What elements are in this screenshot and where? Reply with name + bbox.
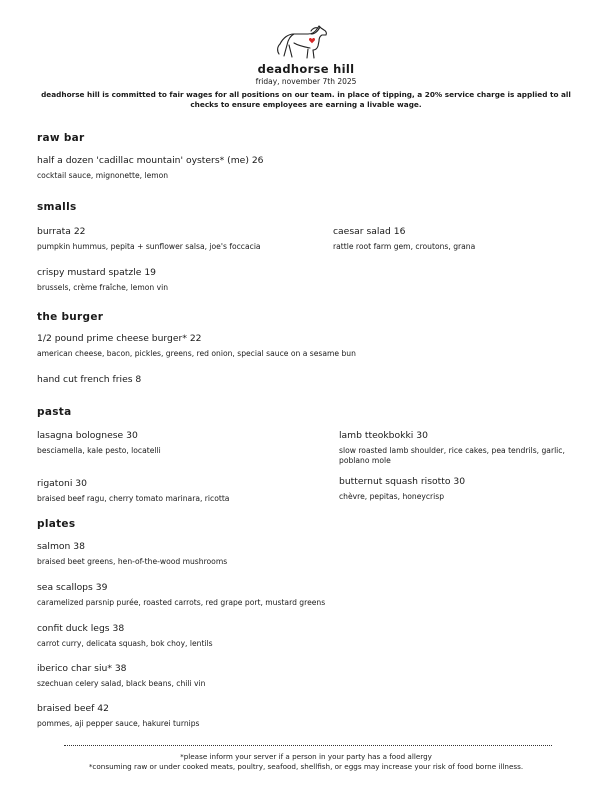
section-title-plates: plates (37, 518, 76, 530)
menu-item (37, 374, 141, 385)
menu-item-description: pommes, aji pepper sauce, hakurei turnips (37, 719, 200, 728)
menu-item (37, 623, 213, 649)
horse-heart-logo-icon (274, 22, 338, 62)
menu-item-name: lasagna bolognese 30 (37, 430, 138, 441)
footer-divider (64, 745, 552, 746)
menu-item-description: brussels, crème fraîche, lemon vin (37, 283, 169, 292)
menu-item (37, 478, 229, 504)
menu-item-description: slow roasted lamb shoulder, rice cakes, pea tendrils, garlic, poblano mole (339, 446, 565, 465)
menu-item-name: iberico char siu* 38 (37, 663, 127, 674)
menu-item-name: crispy mustard spatzle 19 (37, 267, 157, 278)
raw-food-warning: *consuming raw or under cooked meats, poultry, seafood, shellfish, or eggs may increase your risk of food borne illness. (88, 762, 524, 771)
menu-item (339, 430, 597, 465)
menu-item-description: american cheese, bacon, pickles, greens, red onion, special sauce on a sesame bun (37, 349, 356, 358)
menu-footer (0, 752, 612, 772)
menu-header (0, 22, 612, 109)
menu-item-description: cocktail sauce, mignonette, lemon (37, 171, 169, 180)
menu-date: friday, november 7th 2025 (255, 77, 357, 86)
menu-item-name: confit duck legs 38 (37, 623, 125, 634)
menu-item-description: rattle root farm gem, croutons, grana (333, 242, 476, 251)
menu-item-name: rigatoni 30 (37, 478, 88, 489)
menu-item-description: pumpkin hummus, pepita + sunflower salsa, joe's foccacia (37, 242, 261, 251)
menu-item-description: braised beef ragu, cherry tomato marinara, ricotta (37, 494, 230, 503)
menu-item-name: hand cut french fries 8 (37, 374, 142, 385)
menu-item-name: burrata 22 (37, 226, 86, 237)
menu-item-description: carrot curry, delicata squash, bok choy, lentils (37, 639, 213, 648)
menu-item (37, 703, 200, 729)
menu-item-description: szechuan celery salad, black beans, chili vin (37, 679, 206, 688)
menu-item-description: braised beet greens, hen-of-the-wood mushrooms (37, 557, 228, 566)
menu-item (339, 476, 465, 502)
menu-item-name: braised beef 42 (37, 703, 109, 714)
section-title-pasta: pasta (37, 406, 72, 418)
menu-item-name: butternut squash risotto 30 (339, 476, 466, 487)
menu-item-name: salmon 38 (37, 541, 85, 552)
menu-item (37, 267, 168, 293)
menu-item-description: caramelized parsnip purée, roasted carrots, red grape port, mustard greens (37, 598, 326, 607)
menu-item (333, 226, 475, 252)
menu-item-description: chèvre, pepitas, honeycrisp (339, 492, 445, 501)
section-title-raw-bar: raw bar (37, 132, 85, 144)
section-title-the-burger: the burger (37, 311, 104, 323)
restaurant-name: deadhorse hill (257, 62, 355, 76)
menu-item (37, 582, 325, 608)
menu-item-description: besciamella, kale pesto, locatelli (37, 446, 161, 455)
menu-item-name: caesar salad 16 (333, 226, 406, 237)
menu-item (37, 333, 356, 359)
menu-item-name: lamb tteokbokki 30 (339, 430, 428, 441)
menu-item-name: 1/2 pound prime cheese burger* 22 (37, 333, 202, 344)
menu-item-name: half a dozen 'cadillac mountain' oysters* (me) 26 (37, 155, 264, 166)
service-charge-policy: deadhorse hill is committed to fair wages for all positions on our team. in place of tipping, a 20% service charge is applied to all checks to ensure employees are earning a livable wage. (41, 90, 571, 109)
menu-item (37, 663, 205, 689)
menu-item-name: sea scallops 39 (37, 582, 108, 593)
section-title-smalls: smalls (37, 201, 77, 213)
menu-item (37, 430, 161, 456)
menu-item (37, 226, 261, 252)
allergy-note: *please inform your server if a person in your party has a food allergy (180, 752, 432, 761)
menu-item (37, 155, 264, 181)
menu-item (37, 541, 227, 567)
